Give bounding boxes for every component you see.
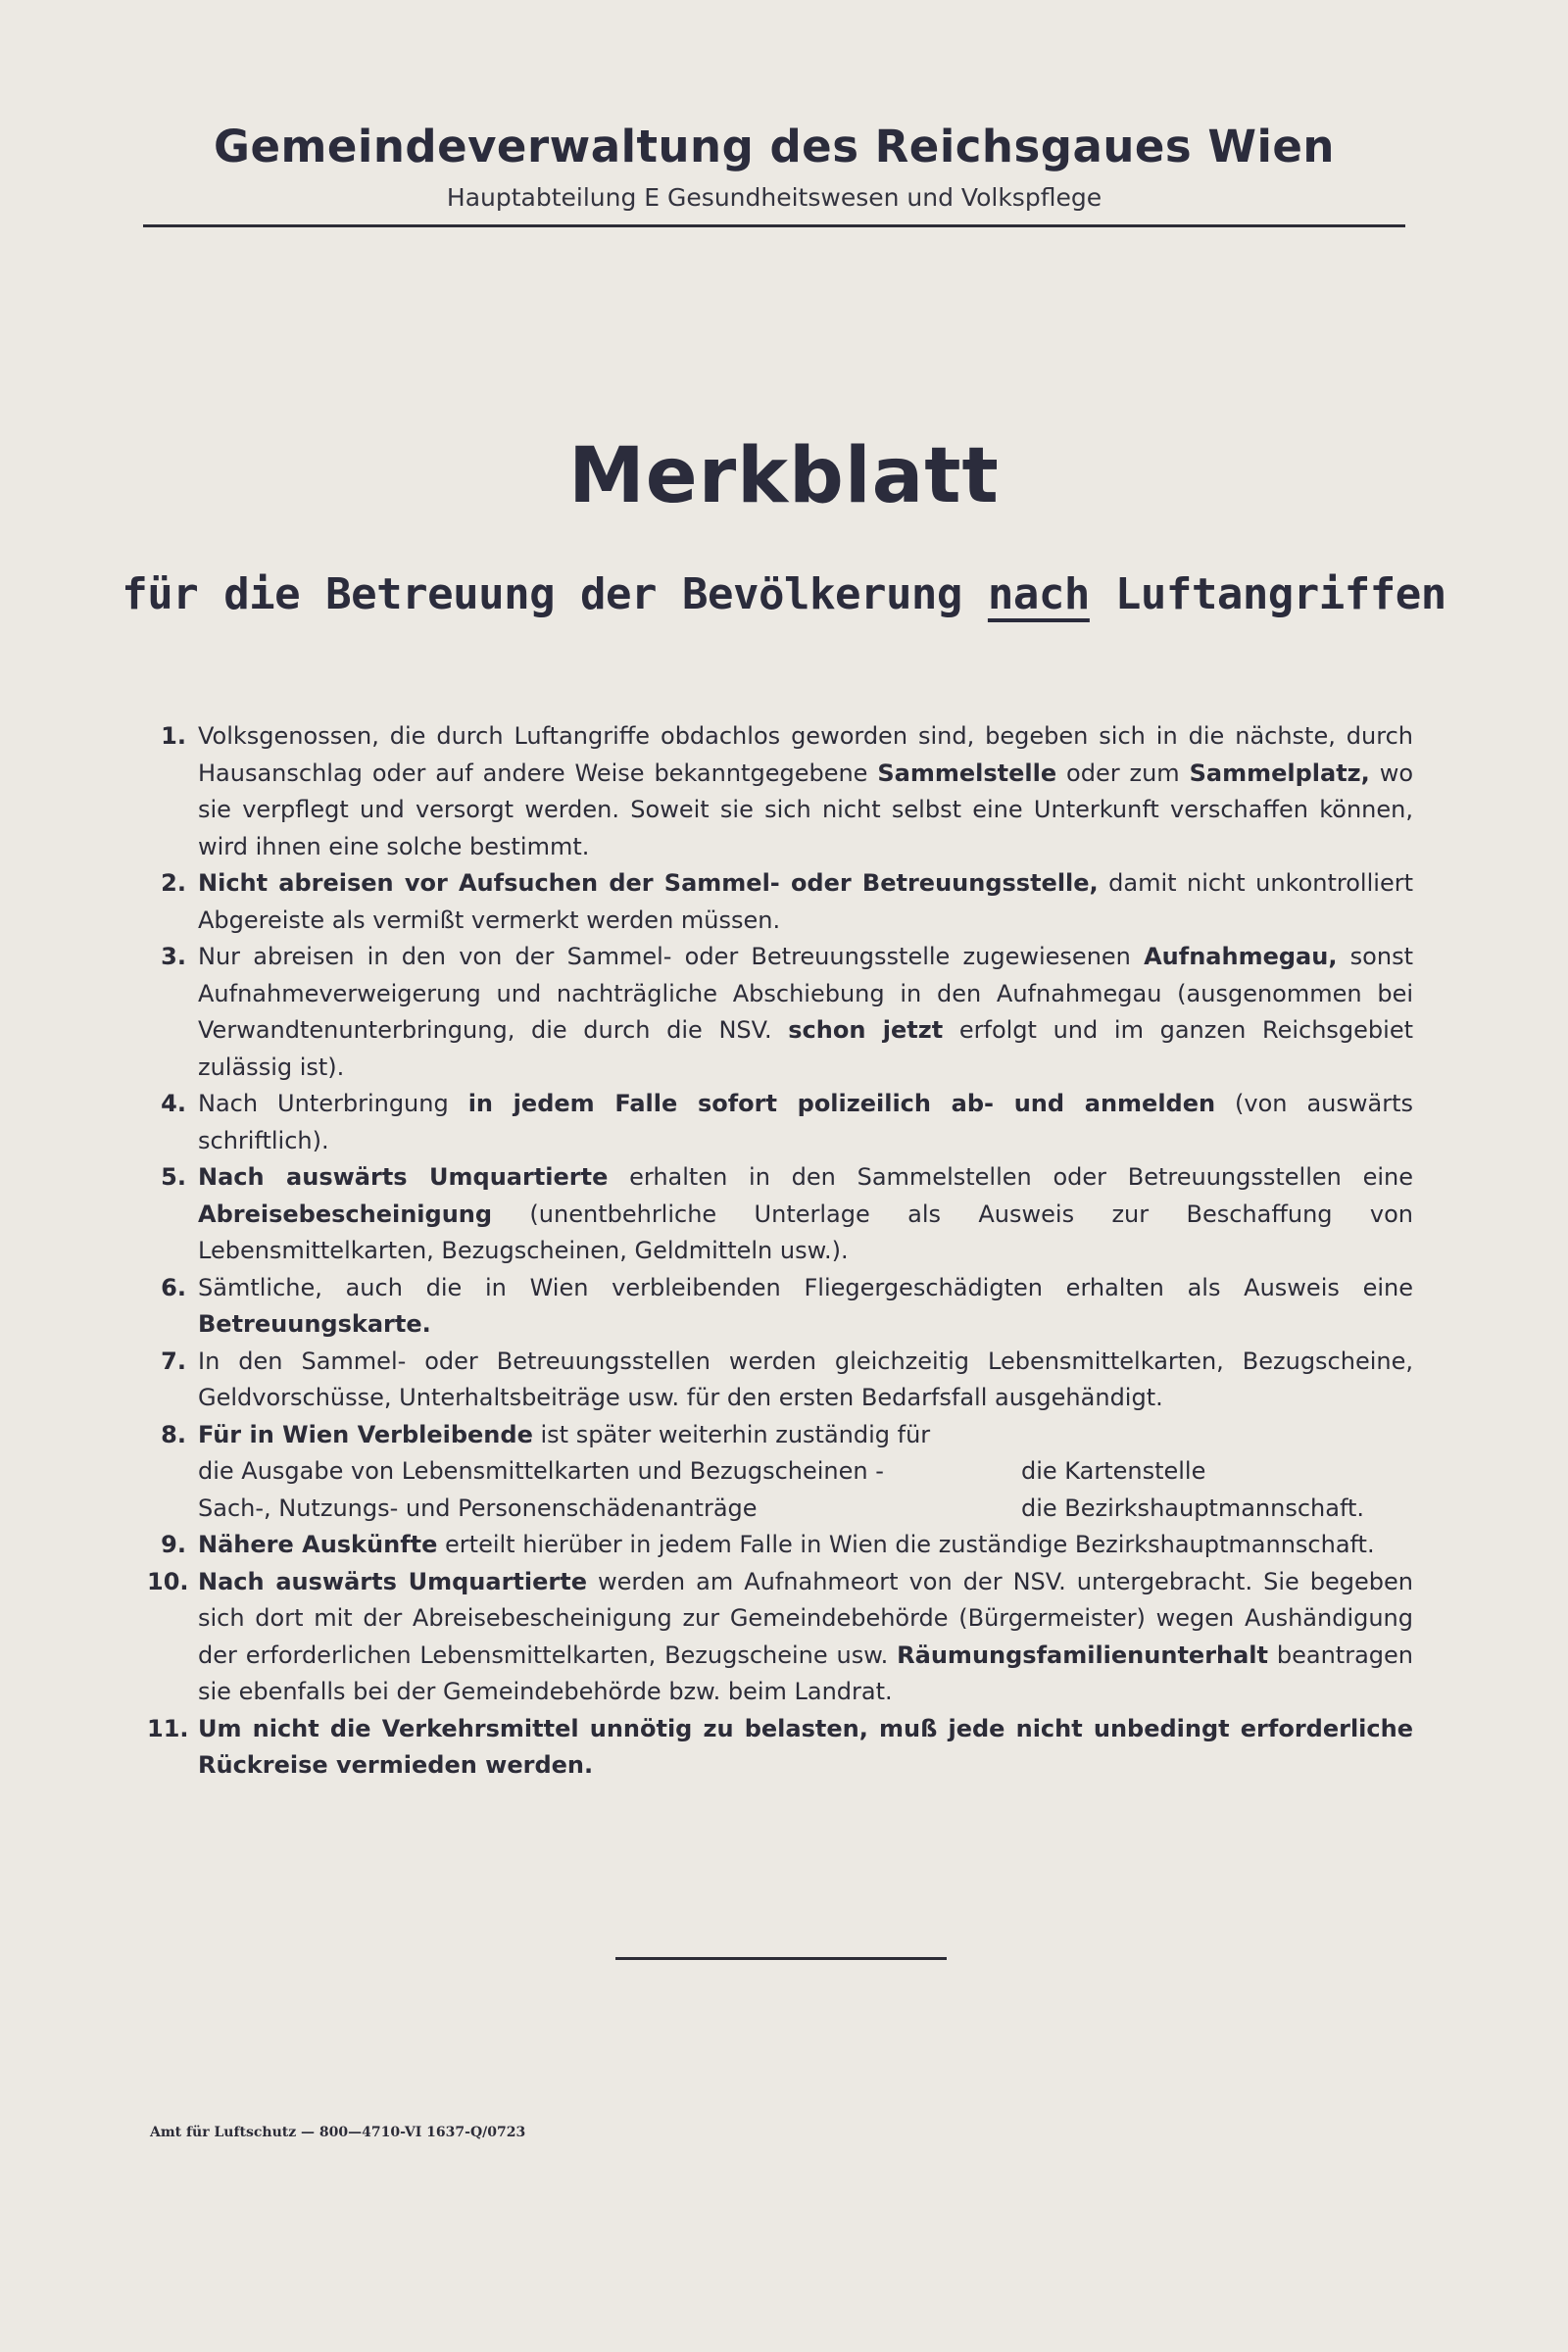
item-number: 5. — [161, 1163, 186, 1191]
emphasized-text: Betreuungskarte. — [198, 1310, 431, 1338]
item-text — [198, 1270, 1413, 1344]
document-title: Merkblatt — [568, 432, 1000, 520]
closing-divider — [615, 1957, 947, 1960]
issuing-department: Hauptabteilung E Gesundheitswesen und Volkspflege — [446, 183, 1102, 212]
instruction-item — [147, 1527, 1413, 1564]
emphasized-text: Sammelplatz, — [1189, 759, 1370, 787]
item-text — [198, 1344, 1413, 1417]
responsibility-row — [198, 1453, 1413, 1491]
emphasized-text: Räumungsfamilienunterhalt — [897, 1641, 1269, 1669]
issuing-authority: Gemeindeverwaltung des Reichsgaues Wien — [214, 121, 1335, 172]
instruction-list — [147, 718, 1413, 1785]
text-run: Nach Unterbringung — [198, 1090, 468, 1117]
text-run: oder zum — [1056, 759, 1190, 787]
subtitle-text-before: für die Betreuung der Bevölkerung — [122, 569, 988, 619]
emphasized-text: Für in Wien Verbleibende — [198, 1420, 533, 1448]
text-run: beantragen sie ebenfalls bei der Gemeindebehörde bzw. beim Landrat. — [198, 1641, 1413, 1705]
item-number: 3. — [161, 943, 186, 970]
header-divider — [143, 224, 1405, 227]
text-run: wo sie verpflegt und versorgt werden. Soweit sie sich nicht selbst eine Unterkunft verschaffen können, wird ihnen eine solche bestimmt. — [198, 759, 1414, 860]
item-text — [198, 1711, 1413, 1785]
item-text — [198, 1086, 1413, 1159]
item-text — [198, 1564, 1413, 1711]
item-text — [198, 865, 1413, 939]
item-number: 2. — [161, 869, 186, 897]
print-reference: Amt für Luftschutz — 800—4710-VI 1637-Q/0723 — [150, 2125, 526, 2140]
letterhead — [143, 116, 1405, 218]
instruction-item — [147, 1159, 1413, 1270]
instruction-item — [147, 865, 1413, 939]
emphasized-text: schon jetzt — [788, 1016, 944, 1044]
text-run: sonst Aufnahmeverweigerung und nachträgliche Abschiebung in den Aufnahmegau (ausgenommen bei Verwandtenunterbringung, die durch die NSV. — [198, 943, 1413, 1044]
instruction-item — [147, 1270, 1413, 1344]
item-number: 9. — [161, 1531, 186, 1558]
instruction-item — [147, 1564, 1413, 1711]
item-number: 10. — [147, 1567, 189, 1595]
emphasized-text: Sammelstelle — [877, 759, 1057, 787]
text-run: In den Sammel- oder Betreuungsstellen werden gleichzeitig Lebensmittelkarten, Bezugscheine, Geldvorschüsse, Unterhaltsbeiträge usw. für den ersten Bedarfsfall ausgehändigt. — [198, 1347, 1413, 1411]
emphasized-text: Aufnahmegau, — [1144, 943, 1338, 970]
item-number: 1. — [161, 722, 186, 750]
instruction-item — [147, 1711, 1413, 1785]
instruction-item — [147, 718, 1413, 865]
item-text — [198, 1417, 1413, 1528]
text-run: erhalten in den Sammelstellen oder Betreuungsstellen eine — [608, 1163, 1414, 1191]
emphasized-text: Um nicht die Verkehrsmittel unnötig zu belasten, muß jede nicht unbedingt erforderliche Rückreise vermieden werden. — [198, 1714, 1413, 1779]
responsibility-task: Sach-, Nutzungs- und Personenschädenanträge — [198, 1494, 758, 1522]
responsibility-task: die Ausgabe von Lebensmittelkarten und Bezugscheinen - — [198, 1457, 884, 1485]
text-run: erfolgt und im ganzen Reichsgebiet zulässig ist). — [198, 1016, 1413, 1081]
item-text — [198, 718, 1413, 865]
text-run: werden am Aufnahmeort von der NSV. untergebracht. Sie begeben sich dort mit der Abreisebescheinigung zur Gemeindebehörde (Bürgermeister) wegen Aushändigung der erforderlichen Lebensmittelkarten, Bezugscheine usw. — [198, 1567, 1414, 1669]
item-text — [198, 1527, 1413, 1564]
emphasized-text: in jedem Falle sofort polizeilich ab- und anmelden — [467, 1090, 1216, 1117]
emphasized-text: Abreisebescheinigung — [198, 1200, 493, 1228]
item-number: 7. — [161, 1347, 186, 1375]
text-run: damit nicht unkontrolliert Abgereiste als vermißt vermerkt werden müssen. — [198, 869, 1413, 934]
emphasized-text: Nähere Auskünfte — [198, 1531, 438, 1558]
responsible-office: die Bezirkshauptmannschaft. — [1021, 1494, 1365, 1522]
text-run: Nur abreisen in den von der Sammel- oder Betreuungsstelle zugewiesenen — [198, 943, 1145, 970]
text-run: Sämtliche, auch die in Wien verbleibenden Fliegergeschädigten erhalten als Ausweis eine — [198, 1273, 1413, 1301]
instruction-item — [147, 1417, 1413, 1528]
text-run: ist später weiterhin zuständig für — [532, 1420, 931, 1448]
text-run: Volksgenossen, die durch Luftangriffe obdachlos geworden sind, begeben sich in die nächste, durch Hausanschlag oder auf andere Weise bekanntgegebene — [198, 722, 1413, 787]
text-run: erteilt hierüber in jedem Falle in Wien die zuständige Bezirkshauptmannschaft. — [437, 1531, 1375, 1558]
item-number: 11. — [147, 1714, 189, 1742]
item-number: 8. — [161, 1420, 186, 1448]
item-number: 6. — [161, 1273, 186, 1301]
instruction-item — [147, 1344, 1413, 1417]
subtitle-text-after: Luftangriffen — [1089, 569, 1446, 619]
responsibility-row — [198, 1491, 1413, 1528]
responsible-office: die Kartenstelle — [1021, 1457, 1206, 1485]
item-text — [198, 1159, 1413, 1270]
instruction-item — [147, 939, 1413, 1086]
item-number: 4. — [161, 1090, 186, 1117]
item-lead — [198, 1417, 1413, 1454]
item-text — [198, 939, 1413, 1086]
emphasized-text: Nicht abreisen vor Aufsuchen der Sammel- oder Betreuungsstelle, — [198, 869, 1099, 897]
subtitle-underlined-word: nach — [987, 569, 1090, 619]
emphasized-text: Nach auswärts Umquartierte — [198, 1567, 587, 1595]
document-subtitle — [0, 565, 1568, 624]
text-run: (unentbehrliche Unterlage als Ausweis zur Beschaffung von Lebensmittelkarten, Bezugscheinen, Geldmitteln usw.). — [198, 1200, 1413, 1264]
emphasized-text: Nach auswärts Umquartierte — [198, 1163, 609, 1191]
text-run: (von auswärts schriftlich). — [198, 1090, 1414, 1154]
instruction-item — [147, 1086, 1413, 1159]
